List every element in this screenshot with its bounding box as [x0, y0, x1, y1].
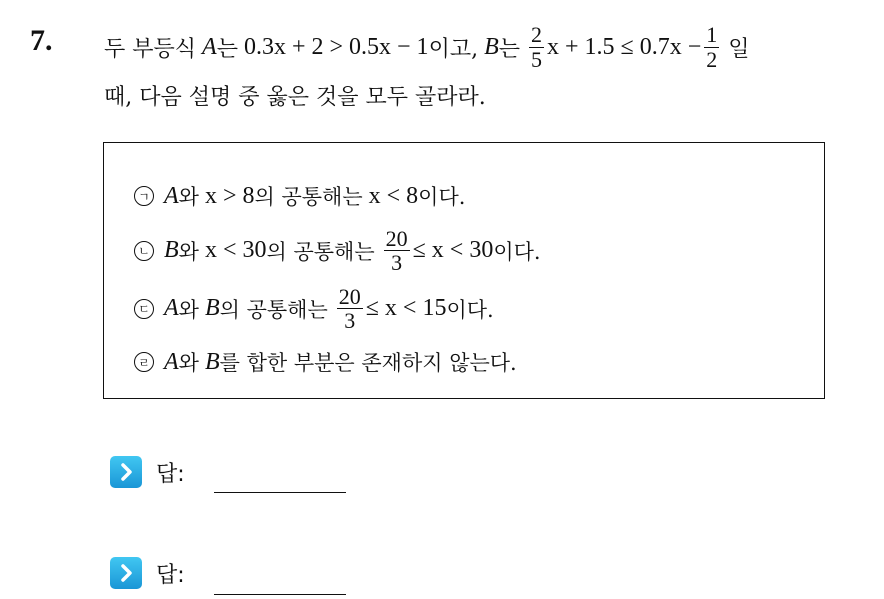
set-label: B: [164, 237, 179, 264]
answer-label: 답:: [156, 562, 185, 588]
option-text: 이다.: [446, 297, 494, 322]
particle-neun-2: 는: [498, 36, 520, 62]
particle-igo: 이고,: [428, 36, 479, 62]
stem-start: 두 부등식: [104, 36, 197, 62]
fraction-denominator: 3: [344, 308, 356, 334]
chevron-right-icon: [110, 557, 142, 589]
option-text: 의 공통해는: [254, 185, 363, 209]
option-text: 와: [178, 239, 199, 264]
chevron-right-icon: [110, 456, 142, 488]
fraction-numerator: 20: [338, 284, 361, 309]
option-text: 이다.: [493, 239, 541, 264]
particle-neun: 는: [216, 36, 238, 62]
option-marker: ㄷ: [134, 299, 154, 319]
answer-row-1: [110, 456, 185, 488]
answer-label: 답:: [156, 461, 185, 487]
set-label: A: [164, 295, 179, 322]
option-text: 의 공통해는: [219, 297, 328, 322]
option-3: [134, 285, 494, 332]
option-math: x > 8: [204, 182, 255, 209]
set-label: A: [164, 182, 179, 209]
answer-blank-2[interactable]: [214, 594, 346, 595]
option-text: 와: [178, 297, 199, 322]
question-number: 7.: [30, 24, 53, 57]
fraction-twenty-thirds: [384, 227, 410, 274]
option-math: ≤ x < 15: [365, 295, 447, 322]
answer-row-2: [110, 557, 185, 589]
option-1: [134, 181, 465, 211]
fraction-twenty-thirds: [337, 285, 363, 332]
option-text: 이다.: [418, 185, 466, 209]
fraction-denominator: 3: [391, 250, 403, 276]
option-text: 를 합한 부분은 존재하지 않는다.: [219, 351, 517, 375]
option-marker: ㄱ: [134, 186, 154, 206]
options-box: [103, 142, 825, 399]
fraction-denominator: 2: [706, 46, 718, 72]
set-b-label: B: [484, 33, 499, 60]
fraction-denominator: 5: [531, 46, 542, 72]
option-math: x < 8: [368, 182, 419, 209]
question-line-2: 때, 다음 설명 중 옳은 것을 모두 골라라.: [104, 85, 486, 110]
question-line-1: [104, 12, 750, 82]
option-text: 와: [178, 351, 199, 375]
option-2: [134, 227, 541, 274]
option-math: ≤ x < 30: [412, 237, 494, 264]
fraction-numerator: 20: [385, 226, 408, 251]
fraction-one-half: [704, 23, 719, 70]
answer-blank-1[interactable]: [214, 492, 346, 493]
set-label: A: [164, 348, 179, 375]
set-label: B: [204, 295, 220, 322]
option-4: [134, 347, 517, 377]
fraction-numerator: 2: [531, 22, 542, 48]
set-a-label: A: [202, 33, 217, 60]
inequality-a: 0.3x + 2 > 0.5x − 1: [243, 33, 429, 60]
option-text: 의 공통해는: [266, 239, 375, 264]
option-text: 와: [178, 185, 199, 209]
set-label: B: [204, 348, 220, 375]
fraction-two-fifths: [529, 23, 544, 70]
option-marker: ㄴ: [134, 241, 154, 261]
particle-il: 일: [728, 36, 750, 62]
fraction-numerator: 1: [706, 22, 718, 48]
option-math: x < 30: [204, 237, 267, 264]
option-marker: ㄹ: [134, 352, 154, 372]
inequality-b-middle: x + 1.5 ≤ 0.7x −: [547, 33, 702, 60]
